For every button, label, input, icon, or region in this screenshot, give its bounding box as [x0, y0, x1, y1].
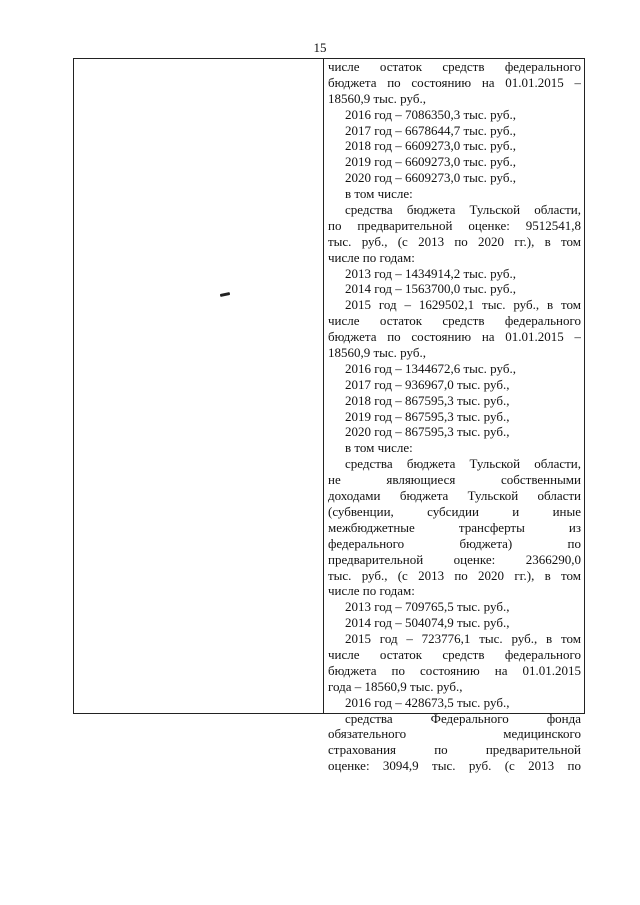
text-line: в том числе:	[345, 440, 413, 456]
text-line: обязательного медицинского	[328, 726, 581, 742]
right-column-text	[328, 59, 581, 774]
text-line: бюджета по состоянию на 01.01.2015 –	[328, 329, 581, 345]
document-table	[73, 58, 585, 774]
text-line: в том числе:	[345, 186, 413, 202]
text-line: 2019 год – 867595,3 тыс. руб.,	[345, 408, 510, 424]
text-line: средства бюджета Тульской области,	[345, 202, 581, 218]
text-line: числе остаток средств федерального	[328, 646, 581, 662]
page-number: 15	[313, 40, 327, 55]
text-line: 2016 год – 7086350,3 тыс. руб.,	[345, 106, 516, 122]
text-line: (субвенции, субсидии и иные	[328, 503, 581, 519]
text-line: 2014 год – 1563700,0 тыс. руб.,	[345, 281, 516, 297]
text-line: тыс. руб., (с 2013 по 2020 гг.), в том	[328, 233, 581, 249]
text-line: федерального бюджета) по	[328, 535, 581, 551]
text-line: года – 18560,9 тыс. руб.,	[328, 678, 463, 694]
text-line: не являющиеся собственными	[328, 472, 581, 488]
text-line: средства бюджета Тульской области,	[345, 456, 581, 472]
text-line: числе по годам:	[328, 583, 415, 599]
text-line: 2017 год – 6678644,7 тыс. руб.,	[345, 122, 516, 138]
text-line: 2014 год – 504074,9 тыс. руб.,	[345, 615, 510, 631]
text-line: оценке: 3094,9 тыс. руб. (с 2013 по	[328, 758, 581, 774]
text-line: по предварительной оценке: 9512541,8	[328, 217, 581, 233]
text-line: средства Федерального фонда	[345, 710, 581, 726]
text-line: страхования по предварительной	[328, 742, 581, 758]
text-line: числе остаток средств федерального	[328, 313, 581, 329]
text-line: числе остаток средств федерального	[328, 59, 581, 74]
text-line: 18560,9 тыс. руб.,	[328, 345, 426, 361]
text-line: 2015 год – 1629502,1 тыс. руб., в том	[345, 297, 581, 313]
text-line: предварительной оценке: 2366290,0	[328, 551, 581, 567]
text-line: 2013 год – 1434914,2 тыс. руб.,	[345, 265, 516, 281]
text-line: бюджета по состоянию на 01.01.2015 –	[328, 74, 581, 90]
text-line: 2015 год – 723776,1 тыс. руб., в том	[345, 631, 581, 647]
text-line: 2018 год – 6609273,0 тыс. руб.,	[345, 138, 516, 154]
text-line: межбюджетные трансферты из	[328, 519, 581, 535]
text-line: 18560,9 тыс. руб.,	[328, 90, 426, 106]
text-line: 2020 год – 6609273,0 тыс. руб.,	[345, 170, 516, 186]
text-line: 2016 год – 1344672,6 тыс. руб.,	[345, 360, 516, 376]
text-line: 2019 год – 6609273,0 тыс. руб.,	[345, 154, 516, 170]
column-divider	[323, 59, 324, 713]
text-line: тыс. руб., (с 2013 по 2020 гг.), в том	[328, 567, 581, 583]
text-line: числе по годам:	[328, 249, 415, 265]
text-line: 2013 год – 709765,5 тыс. руб.,	[345, 599, 510, 615]
text-line: бюджета по состоянию на 01.01.2015	[328, 662, 581, 678]
text-line: 2017 год – 936967,0 тыс. руб.,	[345, 376, 510, 392]
scan-mark	[220, 292, 230, 297]
text-line: 2020 год – 867595,3 тыс. руб.,	[345, 424, 510, 440]
text-line: 2018 год – 867595,3 тыс. руб.,	[345, 392, 510, 408]
text-line: доходами бюджета Тульской области	[328, 488, 581, 504]
text-line: 2016 год – 428673,5 тыс. руб.,	[345, 694, 510, 710]
